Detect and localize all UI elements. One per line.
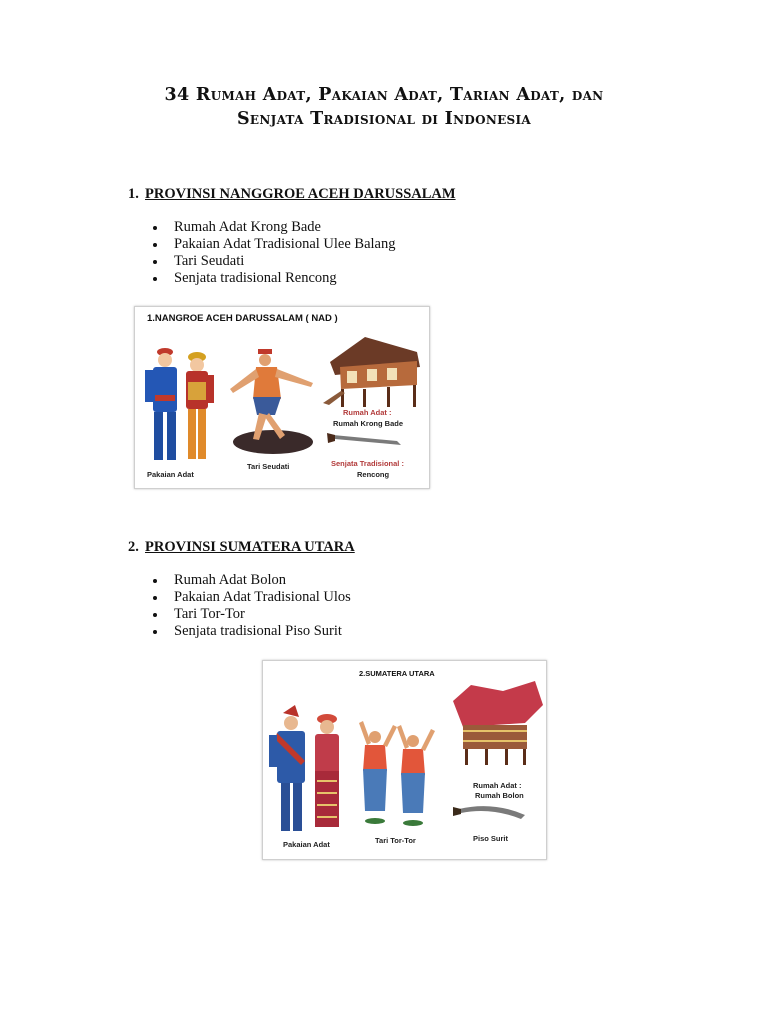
bullet-list-aceh <box>152 219 396 287</box>
figure-title: 1.NANGROE ACEH DARUSSALAM ( NAD ) <box>147 313 338 324</box>
label-rumah-heading: Rumah Adat : <box>343 408 392 417</box>
label-tari: Tari Seudati <box>247 462 290 471</box>
section-heading-text: PROVINSI NANGGROE ACEH DARUSSALAM <box>145 186 456 202</box>
label-senjata-heading: Senjata Tradisional : <box>331 459 404 468</box>
pakaian-adat-illustration <box>269 705 339 831</box>
label-pakaian-adat: Pakaian Adat <box>147 470 194 479</box>
pakaian-adat-illustration <box>145 348 214 460</box>
label-rumah: Rumah Krong Bade <box>333 419 404 428</box>
figure-sumut-illustration <box>262 660 547 860</box>
list-item: Rumah Adat Bolon <box>152 572 351 589</box>
list-item: Tari Tor-Tor <box>152 606 351 623</box>
label-tari: Tari Tor-Tor <box>375 836 416 845</box>
section-heading-aceh <box>128 186 456 203</box>
section-heading-text: PROVINSI SUMATERA UTARA <box>145 539 355 555</box>
document-title-line-2: Senjata Tradisional di Indonesia <box>236 109 532 129</box>
list-item: Tari Seudati <box>152 253 396 270</box>
rumah-adat-illustration <box>323 337 420 407</box>
label-senjata: Rencong <box>357 470 390 479</box>
list-item: Senjata tradisional Rencong <box>152 270 396 287</box>
bullet-list-sumut <box>152 572 351 640</box>
section-heading-sumut <box>128 539 355 556</box>
tari-illustration <box>230 349 313 454</box>
figure-title: 2.SUMATERA UTARA <box>359 669 435 678</box>
section-number: 1. <box>128 186 139 202</box>
label-rumah: Rumah Bolon <box>475 791 524 800</box>
list-item: Rumah Adat Krong Bade <box>152 219 396 236</box>
document-title-line-1: 34 Rumah Adat, Pakaian Adat, Tarian Adat, dan <box>164 85 604 105</box>
label-senjata: Piso Surit <box>473 834 509 843</box>
label-rumah-heading: Rumah Adat : <box>473 781 522 790</box>
figure-aceh-illustration <box>134 306 430 489</box>
senjata-illustration <box>327 433 401 445</box>
list-item: Pakaian Adat Tradisional Ulos <box>152 589 351 606</box>
tari-illustration <box>359 721 435 826</box>
list-item: Senjata tradisional Piso Surit <box>152 623 351 640</box>
rumah-adat-illustration <box>453 681 543 765</box>
list-item: Pakaian Adat Tradisional Ulee Balang <box>152 236 396 253</box>
section-number: 2. <box>128 539 139 555</box>
label-pakaian-adat: Pakaian Adat <box>283 840 330 849</box>
document-title <box>100 83 668 131</box>
senjata-illustration <box>453 806 525 819</box>
